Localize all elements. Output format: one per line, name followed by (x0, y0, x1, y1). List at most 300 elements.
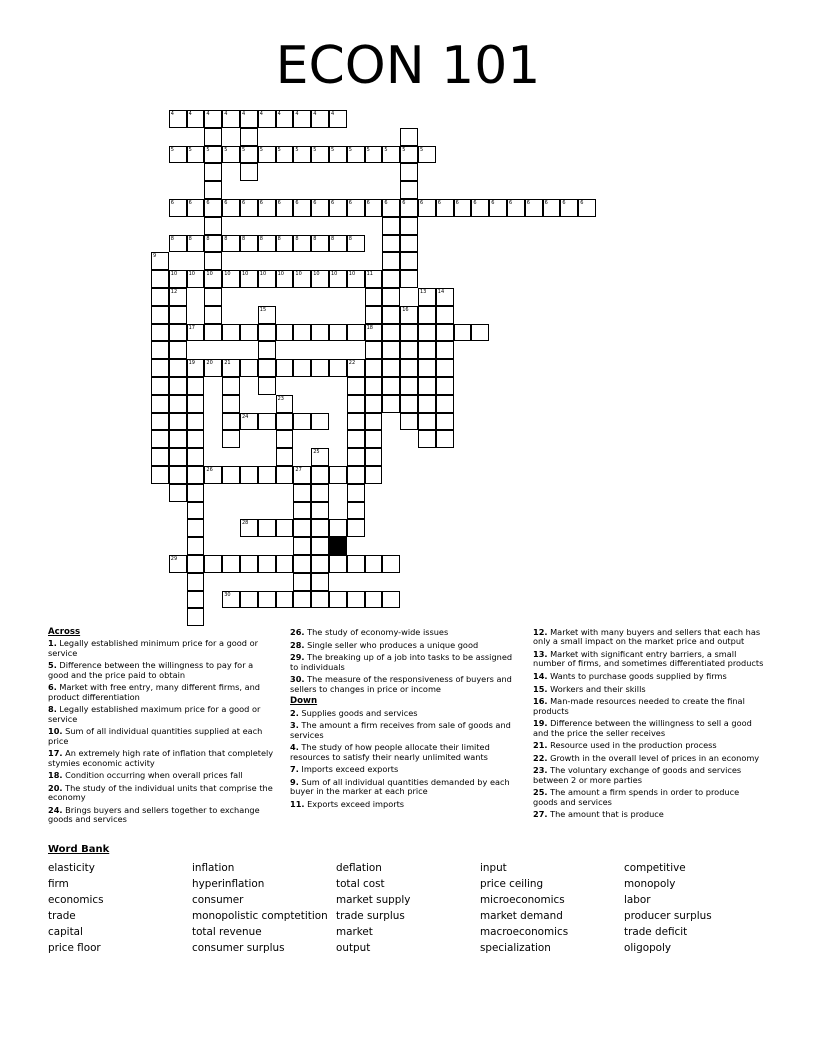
crossword-cell[interactable] (454, 324, 472, 342)
crossword-cell[interactable] (187, 430, 205, 448)
clue-number: 5 (313, 146, 317, 153)
crossword-cell[interactable] (276, 466, 294, 484)
crossword-cell[interactable] (311, 359, 329, 377)
crossword-cell[interactable] (187, 395, 205, 413)
crossword-cell[interactable] (258, 359, 276, 377)
crossword-cell[interactable] (365, 324, 383, 342)
crossword-cell[interactable] (293, 555, 311, 573)
crossword-cell[interactable] (222, 430, 240, 448)
crossword-cell[interactable] (382, 270, 400, 288)
clue-number: 6 (473, 200, 477, 206)
clue-number: 6 (562, 200, 566, 206)
crossword-cell[interactable] (169, 413, 187, 431)
crossword-cell[interactable] (204, 359, 222, 377)
crossword-cell[interactable] (418, 146, 436, 164)
crossword-cell[interactable] (311, 235, 329, 253)
crossword-cell[interactable] (204, 252, 222, 270)
crossword-cell[interactable] (507, 199, 525, 217)
crossword-cell[interactable] (293, 324, 311, 342)
crossword-cell[interactable] (329, 199, 347, 217)
crossword-cell[interactable] (418, 413, 436, 431)
crossword-cell[interactable] (293, 537, 311, 555)
crossword-cell[interactable] (169, 110, 187, 128)
crossword-cell[interactable] (382, 591, 400, 609)
clue-number: 6 (259, 200, 263, 206)
crossword-cell[interactable] (329, 324, 347, 342)
crossword-cell[interactable] (204, 146, 222, 164)
crossword-cell[interactable] (151, 395, 169, 413)
crossword-cell[interactable] (436, 199, 454, 217)
crossword-cell[interactable] (258, 324, 276, 342)
crossword-cell[interactable] (400, 146, 418, 164)
crossword-cell[interactable] (222, 591, 240, 609)
crossword-cell[interactable] (382, 199, 400, 217)
crossword-cell[interactable] (347, 466, 365, 484)
crossword-cell[interactable] (382, 395, 400, 413)
crossword-cell[interactable] (240, 146, 258, 164)
crossword-cell[interactable] (400, 252, 418, 270)
clue-number: 5 (384, 146, 388, 153)
crossword-cell[interactable] (151, 341, 169, 359)
crossword-cell[interactable] (204, 217, 222, 235)
crossword-cell[interactable] (347, 146, 365, 164)
crossword-cell[interactable] (187, 537, 205, 555)
crossword-cell[interactable] (347, 519, 365, 537)
crossword-cell[interactable] (382, 252, 400, 270)
crossword-cell[interactable] (400, 199, 418, 217)
crossword-cell[interactable] (169, 466, 187, 484)
crossword-cell[interactable] (347, 430, 365, 448)
crossword-cell[interactable] (418, 359, 436, 377)
crossword-cell[interactable] (187, 199, 205, 217)
crossword-cell[interactable] (169, 484, 187, 502)
crossword-cell[interactable] (204, 466, 222, 484)
crossword-cell[interactable] (347, 448, 365, 466)
crossword-cell[interactable] (169, 377, 187, 395)
crossword-cell[interactable] (187, 608, 205, 626)
crossword-cell[interactable] (169, 146, 187, 164)
crossword-cell[interactable] (293, 413, 311, 431)
clue-text: Exports exceed imports (304, 798, 405, 809)
crossword-cell[interactable] (187, 146, 205, 164)
crossword-cell[interactable] (240, 519, 258, 537)
crossword-cell[interactable] (347, 377, 365, 395)
crossword-cell[interactable] (347, 395, 365, 413)
clue-number: 29. (290, 652, 305, 663)
crossword-cell[interactable] (204, 306, 222, 324)
crossword-cell[interactable] (187, 502, 205, 520)
crossword-cell[interactable] (222, 146, 240, 164)
crossword-cell[interactable] (169, 288, 187, 306)
crossword-cell[interactable] (187, 466, 205, 484)
crossword-cell[interactable] (382, 359, 400, 377)
crossword-cell[interactable] (222, 466, 240, 484)
crossword-cell[interactable] (471, 199, 489, 217)
crossword-cell[interactable] (400, 235, 418, 253)
crossword-cell[interactable] (222, 110, 240, 128)
crossword-cell[interactable] (151, 288, 169, 306)
crossword-cell[interactable] (400, 413, 418, 431)
crossword-cell[interactable] (365, 146, 383, 164)
crossword-cell[interactable] (436, 430, 454, 448)
crossword-cell[interactable] (187, 359, 205, 377)
clue-number: 25. (533, 787, 548, 798)
crossword-cell[interactable] (365, 341, 383, 359)
crossword-cell[interactable] (187, 484, 205, 502)
crossword-cell[interactable] (258, 341, 276, 359)
crossword-cell[interactable] (258, 377, 276, 395)
word-bank-word: total revenue (192, 926, 262, 938)
crossword-cell[interactable] (169, 555, 187, 573)
word-bank-word: consumer (192, 894, 244, 906)
crossword-cell[interactable] (258, 306, 276, 324)
crossword-cell[interactable] (222, 395, 240, 413)
crossword-cell[interactable] (240, 324, 258, 342)
crossword-cell[interactable] (204, 163, 222, 181)
crossword-cell[interactable] (489, 199, 507, 217)
crossword-cell[interactable] (240, 413, 258, 431)
crossword-cell[interactable] (418, 430, 436, 448)
crossword-cell[interactable] (329, 110, 347, 128)
clue-text: The breaking up of a job into tasks to be assigned to individuals (290, 652, 513, 672)
crossword-cell[interactable] (329, 519, 347, 537)
crossword-cell[interactable] (293, 591, 311, 609)
crossword-cell[interactable] (169, 235, 187, 253)
crossword-cell[interactable] (222, 377, 240, 395)
crossword-cell[interactable] (311, 573, 329, 591)
crossword-cell[interactable] (240, 555, 258, 573)
crossword-cell[interactable] (365, 395, 383, 413)
crossword-cell[interactable] (329, 555, 347, 573)
crossword-cell[interactable] (204, 110, 222, 128)
crossword-cell[interactable] (187, 270, 205, 288)
crossword-cell[interactable] (347, 270, 365, 288)
crossword-cell[interactable] (240, 235, 258, 253)
crossword-cell[interactable] (311, 270, 329, 288)
crossword-cell[interactable] (240, 466, 258, 484)
crossword-cell[interactable] (293, 235, 311, 253)
crossword-cell[interactable] (204, 199, 222, 217)
clue-number: 4 (170, 111, 174, 117)
clue-number: 5 (366, 146, 370, 153)
crossword-cell[interactable] (382, 217, 400, 235)
crossword-cell[interactable] (382, 306, 400, 324)
crossword-cell[interactable] (258, 413, 276, 431)
crossword-cell[interactable] (400, 377, 418, 395)
crossword-cell[interactable] (222, 235, 240, 253)
crossword-cell[interactable] (240, 199, 258, 217)
crossword-cell[interactable] (347, 591, 365, 609)
clue (290, 675, 520, 694)
crossword-cell[interactable] (436, 324, 454, 342)
crossword-cell[interactable] (187, 235, 205, 253)
crossword-cell[interactable] (365, 448, 383, 466)
crossword-cell[interactable] (311, 484, 329, 502)
crossword-cell[interactable] (276, 413, 294, 431)
crossword-cell[interactable] (382, 288, 400, 306)
crossword-cell[interactable] (240, 591, 258, 609)
crossword-cell[interactable] (400, 270, 418, 288)
crossword-cell[interactable] (169, 306, 187, 324)
crossword-cell[interactable] (258, 519, 276, 537)
crossword-cell[interactable] (151, 466, 169, 484)
crossword-cell[interactable] (169, 324, 187, 342)
crossword-cell[interactable] (365, 413, 383, 431)
crossword-cell[interactable] (329, 235, 347, 253)
crossword-cell[interactable] (329, 270, 347, 288)
crossword-cell[interactable] (151, 252, 169, 270)
crossword-cell[interactable] (240, 163, 258, 181)
crossword-cell[interactable] (436, 341, 454, 359)
crossword-cell[interactable] (169, 448, 187, 466)
crossword-cell[interactable] (151, 324, 169, 342)
word-bank-word: trade deficit (624, 926, 688, 938)
crossword-cell[interactable] (311, 324, 329, 342)
clue-number: 8 (259, 235, 263, 242)
crossword-cell[interactable] (329, 466, 347, 484)
crossword-cell[interactable] (382, 555, 400, 573)
crossword-cell[interactable] (365, 430, 383, 448)
crossword-cell[interactable] (151, 359, 169, 377)
crossword-cell[interactable] (365, 466, 383, 484)
crossword-cell[interactable] (293, 573, 311, 591)
crossword-cell[interactable] (382, 235, 400, 253)
clue-text: Sum of all individual quantities demanded by each buyer in the marker at each price (290, 776, 510, 797)
clue-text: Man-made resources needed to create the final products (533, 696, 745, 716)
word-bank-column (480, 860, 568, 956)
crossword-cell[interactable] (400, 341, 418, 359)
crossword-cell[interactable] (276, 270, 294, 288)
crossword-cell[interactable] (187, 573, 205, 591)
word-bank-word: labor (624, 894, 651, 906)
crossword-cell[interactable] (151, 270, 169, 288)
crossword-cell[interactable] (222, 324, 240, 342)
crossword-cell[interactable] (204, 235, 222, 253)
crossword-cell[interactable] (471, 324, 489, 342)
crossword-cell[interactable] (151, 306, 169, 324)
crossword-cell[interactable] (222, 413, 240, 431)
crossword-cell[interactable] (293, 359, 311, 377)
crossword-cell[interactable] (365, 377, 383, 395)
clue-number: 5 (170, 146, 174, 153)
crossword-cell[interactable] (293, 502, 311, 520)
clue-number: 25 (313, 449, 320, 456)
crossword-cell[interactable] (560, 199, 578, 217)
crossword-cell[interactable] (169, 341, 187, 359)
crossword-cell[interactable] (293, 199, 311, 217)
crossword-cell[interactable] (187, 110, 205, 128)
crossword-cell[interactable] (382, 377, 400, 395)
crossword-cell[interactable] (347, 502, 365, 520)
crossword-cell[interactable] (187, 377, 205, 395)
clue-number: 14 (437, 289, 445, 295)
crossword-cell[interactable] (151, 413, 169, 431)
crossword-cell[interactable] (347, 555, 365, 573)
crossword-cell[interactable] (187, 448, 205, 466)
crossword-cell[interactable] (347, 199, 365, 217)
crossword-cell[interactable] (400, 359, 418, 377)
crossword-cell[interactable] (204, 324, 222, 342)
crossword-cell[interactable] (311, 555, 329, 573)
crossword-cell[interactable] (311, 591, 329, 609)
crossword-cell[interactable] (347, 484, 365, 502)
crossword-cell[interactable] (169, 430, 187, 448)
crossword-cell[interactable] (436, 377, 454, 395)
clue-text: Condition occurring when overall prices fall (62, 770, 243, 781)
crossword-cell[interactable] (418, 324, 436, 342)
clue-text: Single seller who produces a unique good (304, 639, 479, 650)
crossword-cell[interactable] (382, 341, 400, 359)
crossword-cell[interactable] (222, 555, 240, 573)
crossword-cell[interactable] (365, 270, 383, 288)
crossword-cell[interactable] (418, 306, 436, 324)
crossword-cell[interactable] (169, 270, 187, 288)
crossword-cell[interactable] (276, 146, 294, 164)
crossword-cell[interactable] (151, 430, 169, 448)
crossword-cell[interactable] (169, 359, 187, 377)
crossword-cell[interactable] (276, 395, 294, 413)
crossword-cell[interactable] (204, 270, 222, 288)
clue-number: 4. (290, 742, 299, 753)
crossword-cell[interactable] (365, 199, 383, 217)
crossword-cell[interactable] (187, 591, 205, 609)
crossword-cell[interactable] (258, 466, 276, 484)
crossword-cell[interactable] (365, 288, 383, 306)
crossword-cell[interactable] (311, 199, 329, 217)
crossword-cell[interactable] (311, 146, 329, 164)
crossword-cell[interactable] (543, 199, 561, 217)
crossword-cell[interactable] (204, 555, 222, 573)
crossword-cell[interactable] (400, 128, 418, 146)
crossword-cell[interactable] (258, 110, 276, 128)
crossword-cell[interactable] (187, 555, 205, 573)
crossword-cell[interactable] (311, 519, 329, 537)
crossword-cell[interactable] (276, 430, 294, 448)
crossword-cell[interactable] (258, 270, 276, 288)
crossword-cell[interactable] (418, 341, 436, 359)
crossword-cell[interactable] (311, 110, 329, 128)
crossword-cell[interactable] (400, 181, 418, 199)
crossword-cell[interactable] (293, 484, 311, 502)
crossword-cell[interactable] (240, 359, 258, 377)
clue-number: 30 (224, 591, 231, 598)
crossword-cell[interactable] (436, 413, 454, 431)
crossword-cell[interactable] (436, 306, 454, 324)
crossword-cell[interactable] (222, 199, 240, 217)
clue (533, 672, 765, 681)
crossword-cell[interactable] (311, 502, 329, 520)
clue (533, 719, 765, 738)
crossword-cell[interactable] (347, 413, 365, 431)
crossword-cell[interactable] (436, 395, 454, 413)
crossword-cell[interactable] (365, 306, 383, 324)
crossword-cell[interactable] (436, 359, 454, 377)
crossword-cell[interactable] (151, 448, 169, 466)
crossword-cell[interactable] (276, 519, 294, 537)
crossword-cell[interactable] (293, 466, 311, 484)
word-bank-word: inflation (192, 862, 235, 874)
crossword-cell[interactable] (204, 128, 222, 146)
crossword-cell[interactable] (276, 324, 294, 342)
crossword-cell[interactable] (258, 555, 276, 573)
crossword-cell[interactable] (293, 110, 311, 128)
crossword-cell[interactable] (382, 146, 400, 164)
clue-number: 5 (206, 146, 210, 153)
crossword-cell[interactable] (418, 199, 436, 217)
crossword-cell[interactable] (187, 519, 205, 537)
crossword-cell[interactable] (240, 270, 258, 288)
crossword-cell[interactable] (400, 395, 418, 413)
crossword-cell[interactable] (311, 413, 329, 431)
crossword-cell[interactable] (365, 591, 383, 609)
crossword-cell[interactable] (240, 128, 258, 146)
crossword-cell[interactable] (329, 359, 347, 377)
crossword-cell[interactable] (400, 306, 418, 324)
word-bank-word: economics (48, 894, 104, 906)
crossword-cell[interactable] (365, 555, 383, 573)
crossword-cell[interactable] (578, 199, 596, 217)
crossword-cell[interactable] (204, 288, 222, 306)
crossword-cell[interactable] (222, 270, 240, 288)
crossword-cell[interactable] (418, 377, 436, 395)
clue (533, 788, 765, 807)
crossword-cell[interactable] (293, 146, 311, 164)
crossword-cell[interactable] (311, 537, 329, 555)
crossword-cell[interactable] (276, 110, 294, 128)
crossword-cell[interactable] (329, 591, 347, 609)
crossword-cell[interactable] (293, 270, 311, 288)
crossword-cell[interactable] (276, 555, 294, 573)
crossword-cell[interactable] (276, 448, 294, 466)
crossword-cell[interactable] (293, 519, 311, 537)
crossword-cell[interactable] (454, 199, 472, 217)
clue-number: 8 (170, 235, 174, 242)
crossword-cell[interactable] (365, 359, 383, 377)
crossword-cell[interactable] (187, 413, 205, 431)
crossword-cell[interactable] (418, 288, 436, 306)
crossword-cell[interactable] (329, 146, 347, 164)
clue-text: Brings buyers and sellers together to exchange goods and services (48, 805, 260, 825)
crossword-cell[interactable] (258, 235, 276, 253)
crossword-cell[interactable] (276, 359, 294, 377)
crossword-cell[interactable] (418, 395, 436, 413)
crossword-cell[interactable] (347, 235, 365, 253)
crossword-cell[interactable] (151, 377, 169, 395)
crossword-cell[interactable] (240, 110, 258, 128)
crossword-cell[interactable] (169, 395, 187, 413)
crossword-cell[interactable] (400, 163, 418, 181)
crossword-cell[interactable] (276, 199, 294, 217)
crossword-cell[interactable] (276, 235, 294, 253)
crossword-cell[interactable] (347, 324, 365, 342)
crossword-cell[interactable] (400, 217, 418, 235)
crossword-cell[interactable] (311, 466, 329, 484)
crossword-cell[interactable] (400, 324, 418, 342)
crossword-cell[interactable] (436, 288, 454, 306)
crossword-cell[interactable] (525, 199, 543, 217)
crossword-cell[interactable] (222, 359, 240, 377)
crossword-cell[interactable] (258, 146, 276, 164)
crossword-cell[interactable] (258, 199, 276, 217)
crossword-cell[interactable] (258, 591, 276, 609)
crossword-cell[interactable] (169, 199, 187, 217)
crossword-cell[interactable] (311, 448, 329, 466)
crossword-cell[interactable] (187, 324, 205, 342)
crossword-cell[interactable] (204, 181, 222, 199)
crossword-cell[interactable] (347, 359, 365, 377)
crossword-cell[interactable] (382, 324, 400, 342)
crossword-cell[interactable] (276, 591, 294, 609)
